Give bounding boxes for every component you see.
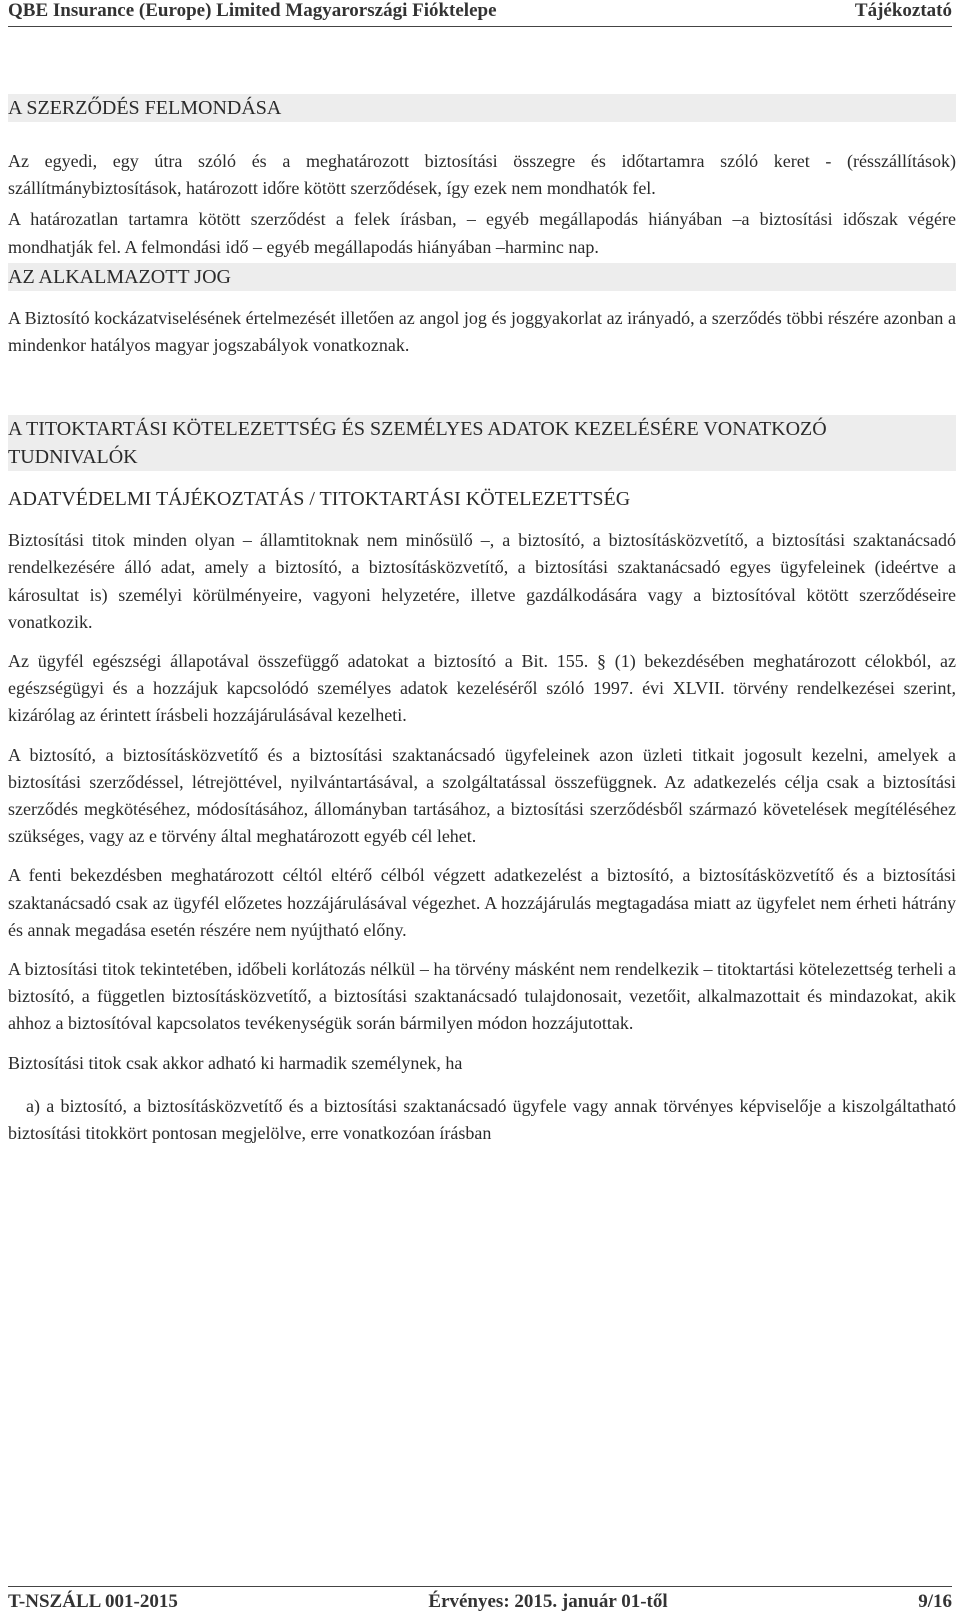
header-rule <box>8 26 952 27</box>
footer-page-number: 9/16 <box>918 1591 952 1612</box>
list-item: a) a biztosító, a biztosításközvetítő és a biztosítási szaktanácsadó ügyfele vagy annak törvényes képviselője a kiszolgáltatható biztosítási titokkört pontosan megjelölve, erre vonatkozóan írásban <box>8 1095 956 1144</box>
paragraph: Az egyedi, egy útra szóló és a meghatározott biztosítási összegre és időtartamra szóló keret - (résszállítások) szállítmánybiztosítások, határozott időre kötött szerződések, így ezek nem mondhatók fel. <box>8 151 956 199</box>
paragraph: Biztosítási titok minden olyan – államtitoknak nem minősülő –, a biztosító, a biztosításközvetítő, a biztosítási szaktanácsadó rendelkezésére álló adat, amely a biztosító, a biztosításközvetítő, a biztosítási szaktanácsadó egyes ügyfeleinek (ideértve a károsultat is) személyi körülményeire, vagyoni helyzetére, illetve gazdálkodására vagy a biztosítóval kötött szerződéseire vonatkozik. <box>8 530 956 632</box>
header-company: QBE Insurance (Europe) Limited Magyarországi Fióktelepe <box>8 0 497 21</box>
section-heading-titok: A TITOKTARTÁSI KÖTELEZETTSÉG ÉS SZEMÉLYES ADATOK KEZELÉSÉRE VONATKOZÓ TUDNIVALÓK <box>8 415 956 471</box>
header-doc-type: Tájékoztató <box>854 0 952 21</box>
paragraph: A biztosítási titok tekintetében, időbeli korlátozás nélkül – ha törvény másként nem rendelkezik – titoktartási kötelezettség terheli a biztosító, a független biztosításközvetítő, a biztosítási szaktanácsadó tulajdonosait, vezetőit, alkalmazottait és mindazokat, akik ahhoz a biztosítóval kapcsolatos tevékenységük során bármilyen módon hozzájutottak. <box>8 959 956 1034</box>
page-header <box>8 0 952 26</box>
footer-validity: Érvényes: 2015. január 01-től <box>428 1591 668 1612</box>
footer-doc-code: T-NSZÁLL 001-2015 <box>8 1591 178 1612</box>
section-heading-felmondas: A SZERZŐDÉS FELMONDÁSA <box>8 94 956 122</box>
section-heading-jog: AZ ALKALMAZOTT JOG <box>8 263 956 291</box>
footer-rule <box>8 1586 952 1587</box>
paragraph: A fenti bekezdésben meghatározott céltól eltérő célból végzett adatkezelést a biztosító, a biztosításközvetítő és a biztosítási szaktanácsadó csak az ügyfél előzetes hozzájárulásával végezhet. A hozzájárulás megtagadása miatt az ügyfelet nem érheti hátrány és annak megadása esetén részére nem nyújtható előny. <box>8 865 956 940</box>
paragraph: Az ügyfél egészségi állapotával összefüggő adatokat a biztosító a Bit. 155. § (1) bekezdésében meghatározott célokból, az egészségügyi és a hozzájuk kapcsolódó személyes adatok kezeléséről szóló 1997. évi XLVII. törvény rendelkezései szerint, kizárólag az érintett írásbeli hozzájárulásával kezelheti. <box>8 651 956 726</box>
sub-heading-adatvedelem: ADATVÉDELMI TÁJÉKOZTATÁS / TITOKTARTÁSI KÖTELEZETTSÉG <box>8 488 631 511</box>
paragraph: Biztosítási titok csak akkor adható ki harmadik személynek, ha <box>8 1052 463 1073</box>
document-body <box>8 94 956 1147</box>
paragraph: A Biztosító kockázatviselésének értelmezését illetően az angol jog és joggyakorlat az irányadó, a szerződés többi részére azonban a mindenkor hatályos magyar jogszabályok vonatkoznak. <box>8 307 956 356</box>
page-footer <box>8 1588 952 1613</box>
paragraph: A határozatlan tartamra kötött szerződést a felek írásban, – egyéb megállapodás hiányában –a biztosítási időszak végére mondhatják fel. A felmondási idő – egyéb megállapodás hiányában –harminc nap. <box>8 209 956 257</box>
paragraph: A biztosító, a biztosításközvetítő és a biztosítási szaktanácsadó ügyfeleinek azon üzleti titkait jogosult kezelni, amelyek a biztosítási szerződéssel, létrejöttével, nyilvántartásával, a szolgáltatással összefüggnek. Az adatkezelés célja csak a biztosítási szerződés megkötéséhez, módosításához, állományban tartásához, a biztosítási szerződésből származó követelések megítéléséhez szükséges, vagy az e törvény által meghatározott egyéb cél lehet. <box>8 744 956 847</box>
